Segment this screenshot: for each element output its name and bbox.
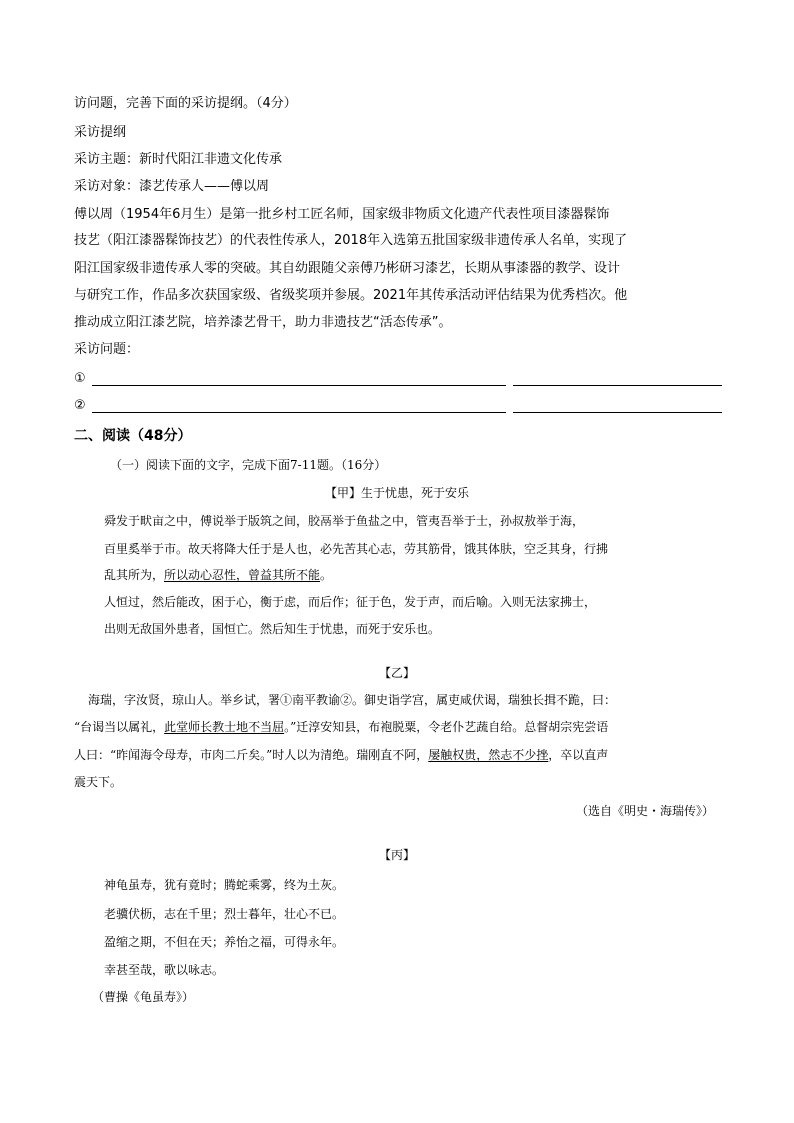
bing-line-2: 老骥伏枥，志在千里；烈士暮年，壮心不已。 (104, 907, 345, 921)
yi-underlined-phrase-1: 此堂师长教士地不当屈 (164, 720, 285, 734)
yi-line-3 (74, 746, 608, 764)
question-1-answer-line[interactable] (92, 385, 506, 386)
yi-title: 【乙】 (378, 666, 415, 680)
question-2-marker: ② (74, 398, 86, 413)
interview-subject: 采访对象：漆艺传承人——傅以周 (74, 179, 270, 194)
jia-line-3 (104, 566, 332, 584)
jia-line-2: 百里奚举于市。故天将降大任于是人也，必先苦其心志，劳其筋骨，饿其体肤，空乏其身，行拂 (104, 542, 609, 556)
jia-underlined-phrase: 所以动心忍性，曾益其所不能 (164, 568, 321, 582)
intro-line: 访问题，完善下面的采访提纲。（4分） (74, 96, 297, 111)
yi-line-2-end: 。”迁淳安知县，布袍脱粟，令老仆艺蔬自给。总督胡宗宪尝语 (284, 720, 609, 734)
jia-line-5: 出则无敌国外患者，国恒亡。然后知生于忧患，而死于安乐也。 (104, 622, 441, 636)
section-subheading: （一）阅读下面的文字，完成下面7-11题。（16分） (110, 458, 387, 472)
yi-line-2-start: “台谒当以属礼， (74, 720, 165, 734)
yi-underlined-phrase-2: 屡触权贵，然志不少挫 (428, 748, 549, 762)
bing-line-4: 幸甚至哉，歌以咏志。 (104, 963, 225, 977)
bing-line-3: 盈缩之期，不但在天；养怡之福，可得永年。 (104, 935, 345, 949)
bing-line-1: 神龟虽寿，犹有竟时；腾蛇乘雾，终为土灰。 (104, 878, 345, 892)
jia-line-3-start: 乱其所为， (104, 568, 165, 582)
jia-line-3-end: 。 (320, 568, 333, 582)
interview-theme: 采访主题：新时代阳江非遗文化传承 (74, 152, 283, 167)
yi-source: （选自《明史・海瑞传》） (575, 804, 714, 818)
bio-line-5: 推动成立阳江漆艺院，培养漆艺骨干，助力非遗技艺“活态传承”。 (74, 315, 452, 330)
yi-line-3-start: 人曰：“昨闻海令母寿，市肉二斤矣。”时人以为清绝。瑞刚直不阿， (74, 748, 429, 762)
bio-line-3: 阳江国家级非遗传承人零的突破。其自幼跟随父亲傅乃彬研习漆艺，长期从事漆器的教学、设计 (74, 261, 621, 276)
question-2-answer-line-2[interactable] (513, 412, 722, 413)
bing-author: （曹操《龟虽寿》） (92, 990, 195, 1004)
question-2-answer-line[interactable] (92, 412, 506, 413)
yi-line-3-end: ，卒以直声 (548, 748, 609, 762)
jia-line-4: 人恒过，然后能改，困于心，衡于虑，而后作；征于色，发于声，而后喻。入则无法家拂士， (104, 595, 597, 609)
question-1-marker: ① (74, 371, 86, 386)
yi-line-1: 海瑞，字汝贤，琼山人。举乡试，署①南平教谕②。御史诣学宫，属吏咸伏谒，瑞独长揖不跪，曰： (88, 693, 617, 707)
bio-line-1: 傅以周（1954年6月生）是第一批乡村工匠名师，国家级非物质文化遗产代表性项目漆器髹饰 (74, 207, 610, 222)
outline-title: 采访提纲 (74, 125, 127, 140)
bio-line-2: 技艺（阳江漆器髹饰技艺）的代表性传承人，2018年入选第五批国家级非遗传承人名单，实现了 (74, 233, 628, 248)
jia-line-1: 舜发于畎亩之中，傅说举于版筑之间，胶鬲举于鱼盐之中，管夷吾举于士，孙叔敖举于海， (104, 514, 585, 528)
jia-title: 【甲】生于忧患，死于安乐 (324, 486, 469, 500)
bio-line-4: 与研究工作，作品多次获国家级、省级奖项并参展。2021年其传承活动评估结果为优秀档次。他 (74, 288, 628, 303)
question-1-answer-line-2[interactable] (513, 385, 722, 386)
yi-line-4: 震天下。 (74, 775, 123, 789)
bing-title: 【丙】 (378, 848, 415, 862)
section-heading: 二、阅读（48分） (74, 428, 192, 444)
questions-label: 采访问题： (74, 342, 140, 357)
yi-line-2 (74, 718, 608, 736)
